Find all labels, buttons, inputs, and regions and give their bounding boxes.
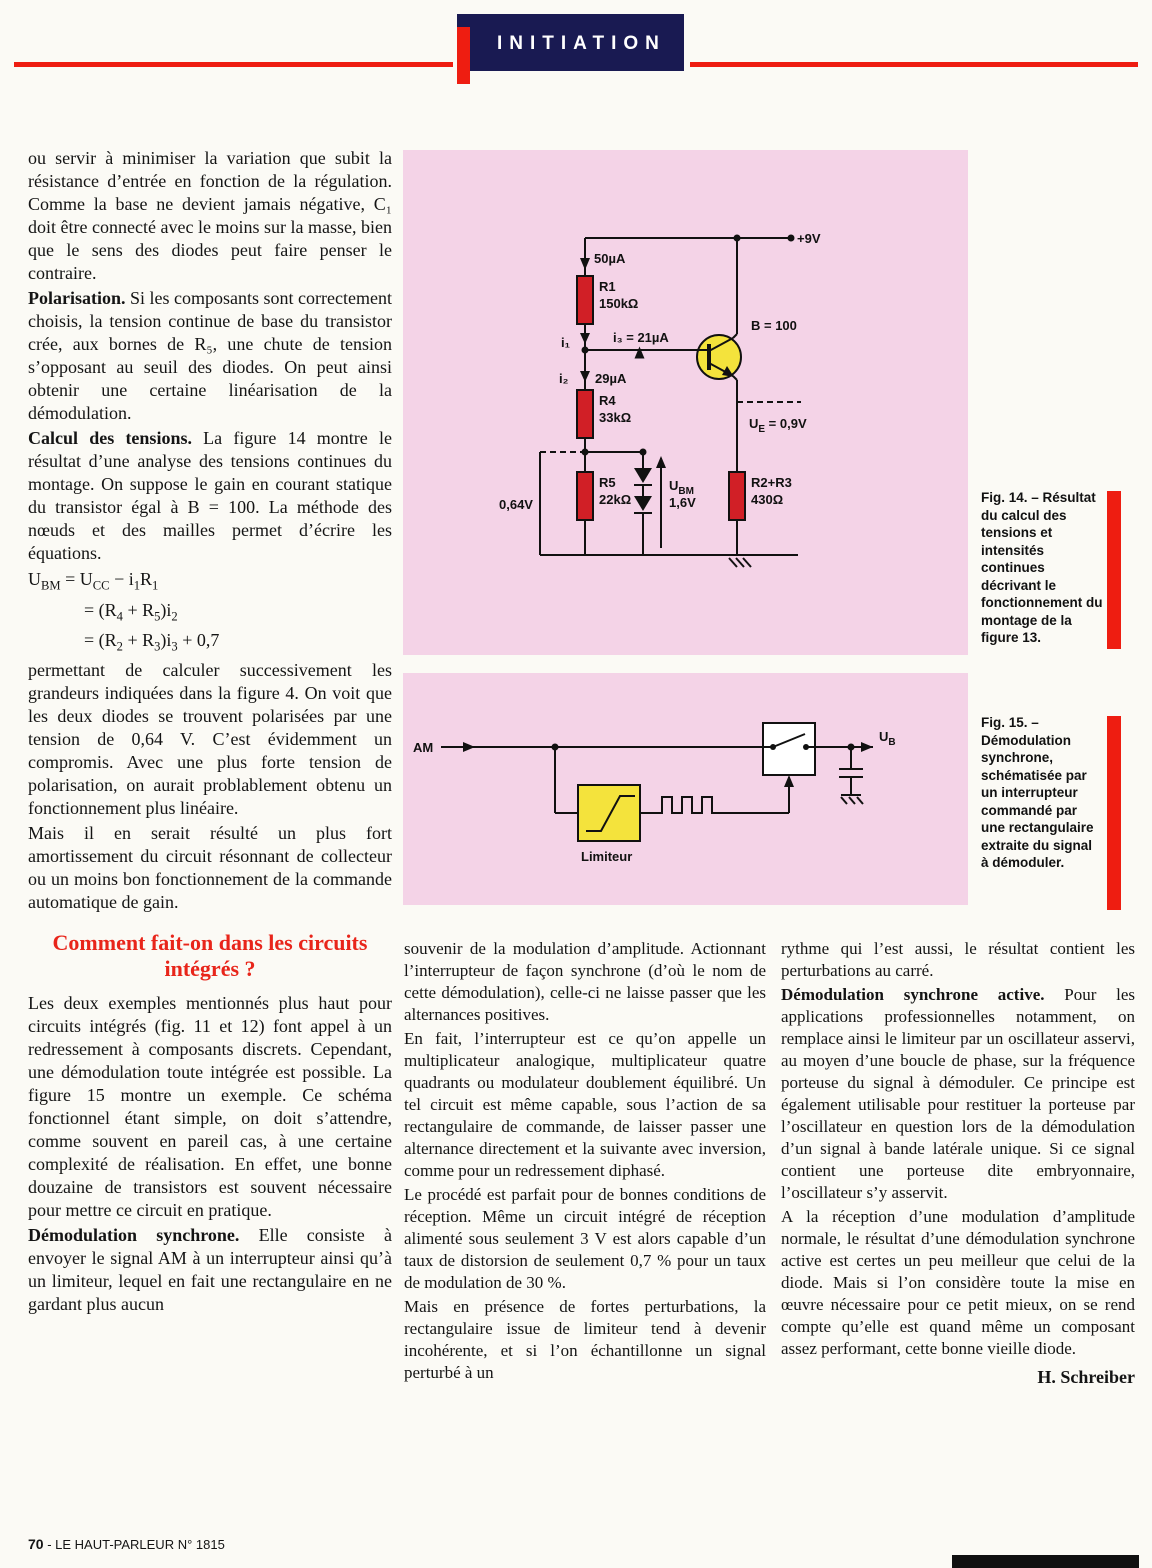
resistor-r1 bbox=[577, 276, 593, 324]
label-i1: i₁ bbox=[561, 335, 570, 350]
header-rule-left bbox=[14, 62, 453, 67]
current-arrow-50ua bbox=[580, 258, 590, 270]
voltage-arrow-ubm bbox=[656, 456, 666, 468]
current-arrow-i3 bbox=[635, 347, 645, 359]
paragraph: rythme qui l’est aussi, le résultat contient les perturbations au carré. bbox=[781, 939, 1135, 980]
author-signature: H. Schreiber bbox=[1037, 1367, 1135, 1387]
middle-column bbox=[404, 938, 766, 1386]
resistor-r5 bbox=[577, 472, 593, 520]
paragraph: souvenir de la modulation d’amplitude. Actionnant l’interrupteur de façon synchrone (d’où le nom de cette démodulation), celle-ci ne laisse passer que les alternances positives. bbox=[404, 939, 766, 1024]
label-r4-value: 33kΩ bbox=[599, 410, 632, 425]
label-r2r3-value: 430Ω bbox=[751, 492, 784, 507]
label-ubm: $U_{BM}$ bbox=[669, 478, 694, 497]
resistor-r2r3 bbox=[729, 472, 745, 520]
diode-1 bbox=[634, 468, 652, 483]
bottom-corner-bar bbox=[952, 1555, 1139, 1568]
fig15-block-diagram bbox=[403, 673, 968, 905]
label-r4: R4 bbox=[599, 393, 616, 408]
control-arrow bbox=[784, 775, 794, 787]
label-ue: $U_E = 0,9V$ bbox=[749, 416, 807, 435]
output-arrow bbox=[861, 742, 873, 752]
paragraph-lead: Démodulation synchrone. bbox=[28, 1224, 240, 1245]
label-limiter: Limiteur bbox=[581, 849, 633, 864]
page-number: 70 bbox=[28, 1536, 44, 1552]
diode-2 bbox=[634, 496, 652, 511]
label-ubm-value: 1,6V bbox=[669, 495, 696, 510]
magazine-name: - LE HAUT-PARLEUR N° 1815 bbox=[43, 1537, 225, 1552]
figure-14-caption: Fig. 14. – Résultat du calcul des tensions et intensités continues décrivant le fonctionnement du montage de la figure 13. bbox=[981, 490, 1103, 645]
label-ub-output: $U_B$ bbox=[879, 729, 896, 748]
section-heading: Comment fait-on dans les circuits intégrés ? bbox=[52, 929, 368, 981]
paragraph: En fait, l’interrupteur est ce qu’on appelle un multiplicateur analogique, multiplicateur quatre quadrants ou modulateur doublement équilibré. Un tel circuit est même capable, sous l’action de sa rectangulaire de commande, de laisser passer une alternance directement et la suivante avec inversion, comme pour un redressement diphasé. bbox=[404, 1029, 766, 1180]
paragraph-text: La figure 14 montre le résultat d’une analyse des tensions continues du montage. On suppose le gain en courant statique du transistor égal à B = 100. La méthode des nœuds et des mailles permet d’écrire les équations. bbox=[28, 428, 392, 563]
banner-red-accent-bar bbox=[457, 27, 470, 84]
paragraph: A la réception d’une modulation d’amplitude normale, le résultat d’une démodulation synchrone active est certes un peu meilleur que celui de la diode. Mais si l’on considère toute la mise en œuvre nécessaire pour ce petit mieux, on se rend compte qu’elle est quand même un composant assez performant, cette bonne vieille diode. bbox=[781, 1207, 1135, 1358]
transistor-symbol bbox=[697, 335, 741, 379]
paragraph bbox=[28, 287, 392, 425]
paragraph: Mais en présence de fortes perturbations, la rectangulaire issue de limiteur tend à devenir incohérente, et si l’on échantillonne un signal perturbé à un bbox=[404, 1297, 766, 1382]
paragraph: Les deux exemples mentionnés plus haut pour circuits intégrés (fig. 11 et 12) font appel à un redressement à composants discrets. Cependant, une démodulation toute intégrée est possible. La figure 15 montre un exemple. Ce schéma fonctionnel étant simple, on doit s’attendre, comme souvent en pareil cas, à une certaine complexité de réalisation. En effet, une bonne douzaine de transistors est souvent nécessaire pour mettre ce circuit en pratique. bbox=[28, 992, 392, 1220]
label-beta: B = 100 bbox=[751, 318, 797, 333]
paragraph: permettant de calculer successivement les grandeurs indiquées dans la figure 4. On voit que les deux diodes se trouvent polarisées par une tension de 0,64 V. C’est évidemment un compromis. Avec une plus forte tension de polarisation, on aurait problablement obtenu un fonctionnement plus linéaire. bbox=[28, 659, 392, 818]
section-title: INITIATION bbox=[497, 33, 666, 54]
label-r5: R5 bbox=[599, 475, 616, 490]
header-rule-right bbox=[690, 62, 1138, 67]
limiter-box bbox=[578, 785, 640, 841]
paragraph-text: Pour les applications professionnelles notamment, on remplace ainsi le limiteur par un oscillateur asservi, au moyen d’une boucle de phase, sur la fréquence porteuse du signal à démoduler. Ce principe est également utilisable pour restituer la porteuse par l’oscillateur en question lors de la démodulation d’un signal à bande latérale unique. Si ce signal contient une porteuse dite embryonnaire, l’oscillateur s’y asservit. bbox=[781, 985, 1135, 1202]
caption-15-red-bar bbox=[1107, 716, 1121, 910]
resistor-r4 bbox=[577, 390, 593, 438]
label-r2r3: R2+R3 bbox=[751, 475, 792, 490]
page-footer bbox=[28, 1536, 225, 1552]
paragraph-text: Si les composants sont correctement choisis, la tension continue de base du transistor crée, aux bornes de R₅, une chute de tension s’opposant au seuil des diodes. On peut ainsi obtenir une certaine linéarisation de la démodulation. bbox=[28, 288, 392, 423]
equation-ubm-2: = $(R_4 + R_5)i_2$ bbox=[84, 599, 178, 624]
label-supply: +9V bbox=[797, 231, 821, 246]
current-arrow-i1 bbox=[580, 333, 590, 344]
square-wave-symbol bbox=[657, 797, 717, 813]
label-i2: i₂ bbox=[559, 371, 569, 386]
paragraph bbox=[28, 1224, 392, 1316]
label-r1: R1 bbox=[599, 279, 616, 294]
paragraph bbox=[781, 984, 1135, 1204]
paragraph bbox=[28, 427, 392, 565]
paragraph: ou servir à minimiser la variation que subit la résistance d’entrée en fonction de la régulation. Comme la base ne devient jamais négative, C₁ doit être connecté avec le moins sur la masse, bien que le sens des diodes peut faire penser le contraire. bbox=[28, 148, 392, 283]
ground-symbol bbox=[841, 797, 863, 804]
paragraph-lead: Démodulation synchrone active. bbox=[781, 985, 1045, 1004]
equation-ubm-1: $U_{BM} = U_{CC} - i_1R_1$ bbox=[28, 569, 159, 593]
figure-15-caption: Fig. 15. – Démodulation synchrone, schématisée par un interrupteur commandé par une rectangulaire extraite du signal à démoduler. bbox=[981, 715, 1094, 870]
right-column bbox=[781, 938, 1135, 1388]
label-064v: 0,64V bbox=[499, 497, 533, 512]
paragraph-text: Elle consiste à envoyer le signal AM à un interrupteur ainsi qu’à un limiteur, lequel en fait une rectangulaire en ne gardant plus aucun bbox=[28, 1224, 392, 1314]
label-i3: i₃ = 21µA bbox=[613, 330, 669, 345]
paragraph-lead: Calcul des tensions. bbox=[28, 428, 192, 448]
fig14-circuit-diagram bbox=[403, 150, 968, 655]
paragraph: Mais il en serait résulté un plus fort amortissement du circuit résonnant de collecteur ou un moins bon fonctionnement de la commande automatique de gain. bbox=[28, 822, 392, 912]
label-am-input: AM bbox=[413, 740, 434, 755]
paragraph-lead: Polarisation. bbox=[28, 288, 126, 308]
label-r1-value: 150kΩ bbox=[599, 296, 639, 311]
label-50ua: 50µA bbox=[594, 251, 626, 266]
caption-14-red-bar bbox=[1107, 491, 1121, 649]
ground-symbol bbox=[729, 558, 751, 567]
figure-14 bbox=[403, 150, 968, 655]
equation-ubm-3: = $(R_2 + R_3)i_3 + 0,7$ bbox=[84, 630, 220, 654]
label-r5-value: 22kΩ bbox=[599, 492, 632, 507]
current-arrow-i2 bbox=[580, 371, 590, 382]
paragraph: Le procédé est parfait pour de bonnes conditions de réception. Même un circuit intégré de réception alimenté sous seulement 3 V est alors capable d’un taux de distorsion de seulement 0,7 % pour un taux de modulation de 30 %. bbox=[404, 1185, 766, 1292]
left-column bbox=[28, 147, 392, 1318]
input-arrow bbox=[463, 742, 475, 752]
label-i2-value: 29µA bbox=[595, 371, 627, 386]
figure-15 bbox=[403, 673, 968, 905]
